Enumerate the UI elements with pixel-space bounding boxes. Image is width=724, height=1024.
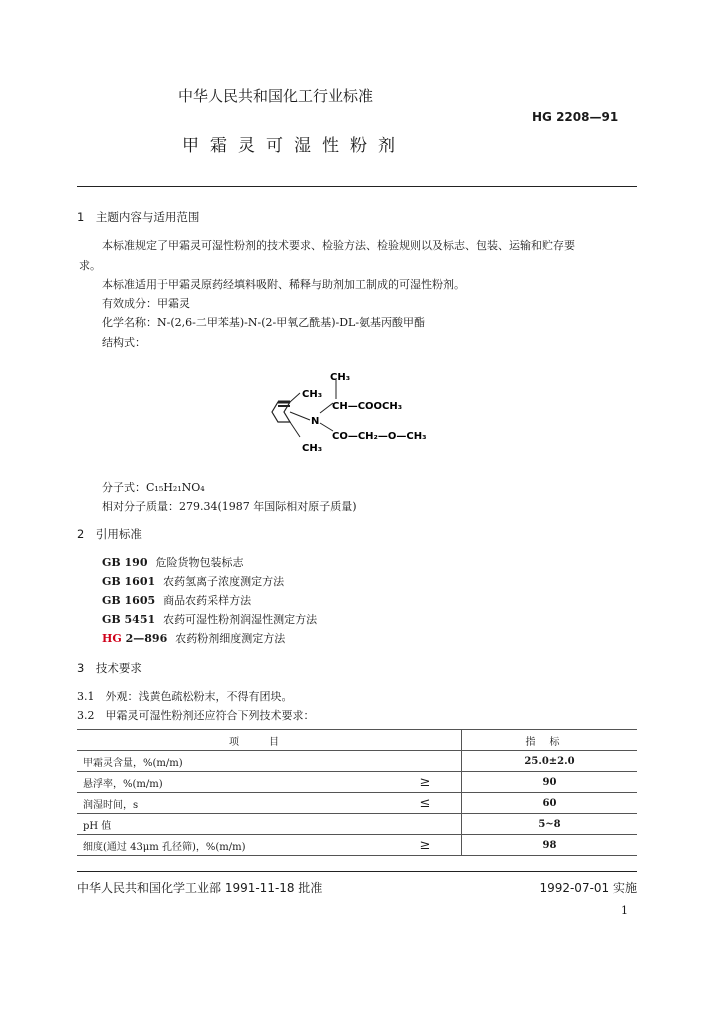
header-divider — [77, 186, 637, 187]
standard-code: HG 2208—91 — [532, 110, 619, 124]
structural-formula — [260, 365, 470, 460]
table-header-row — [77, 730, 637, 751]
chemical-name: 化学名称：N-(2,6-二甲苯基)-N-(2-甲氧乙酰基)-DL-氨基丙酸甲酯 — [102, 316, 426, 329]
reference-item: GB 190 危险货物包装标志 — [102, 556, 244, 569]
section1-paragraph1-line2: 求。 — [79, 259, 101, 272]
page-number: 1 — [621, 904, 628, 917]
table-row: 悬浮率，%(m/m) ≥ 90 — [77, 772, 637, 793]
active-ingredient: 有效成分：甲霜灵 — [102, 297, 190, 310]
technical-requirements-table — [77, 729, 637, 856]
section2-heading: 2 引用标准 — [77, 527, 142, 541]
struct-ch3-left-top: CH₃ — [302, 389, 323, 400]
standard-type: 中华人民共和国化工行业标准 — [178, 87, 374, 105]
struct-ch3-left-bottom: CH₃ — [302, 443, 323, 454]
section3-heading: 3 技术要求 — [77, 661, 142, 675]
table-row: 甲霜灵含量，%(m/m) 25.0±2.0 — [77, 751, 637, 772]
molecular-formula: 分子式：C₁₅H₂₁NO₄ — [102, 481, 205, 494]
table-row: 润湿时间，s ≤ 60 — [77, 793, 637, 814]
footer-divider — [77, 871, 637, 872]
section3-item1: 3.1 外观：浅黄色疏松粉末，不得有团块。 — [77, 690, 293, 703]
table-header-value: 指标 — [462, 730, 638, 751]
table-row: pH 值 5~8 — [77, 814, 637, 835]
molecular-mass: 相对分子质量：279.34(1987 年国际相对原子质量) — [102, 500, 357, 513]
table-row: 细度(通过 43μm 孔径筛)，%(m/m) ≥ 98 — [77, 835, 637, 856]
section1-paragraph1-line1: 本标准规定了甲霜灵可湿性粉剂的技术要求、检验方法、检验规则以及标志、包装、运输和贮存要 — [102, 239, 575, 252]
approval-line: 中华人民共和国化学工业部 1991-11-18 批准 — [77, 881, 323, 895]
struct-nitrogen: N — [311, 416, 320, 427]
struct-co-chain: CO—CH₂—O—CH₃ — [332, 431, 427, 442]
section1-heading: 1 主题内容与适用范围 — [77, 210, 200, 224]
reference-item-hg: HG 2—896 农药粉剂细度测定方法 — [102, 632, 286, 645]
structure-label: 结构式： — [102, 336, 146, 349]
section3-item2: 3.2 甲霜灵可湿性粉剂还应符合下列技术要求： — [77, 709, 315, 722]
page-title: 甲霜灵可湿性粉剂 — [182, 136, 406, 156]
implementation-date: 1992-07-01 实施 — [539, 881, 637, 895]
struct-ch3-top: CH₃ — [330, 372, 351, 383]
reference-item: GB 1601 农药氢离子浓度测定方法 — [102, 575, 285, 588]
table-header-item: 项目 — [77, 730, 462, 751]
section1-paragraph2: 本标准适用于甲霜灵原药经填料吸附、稀释与助剂加工制成的可湿性粉剂。 — [102, 278, 465, 291]
reference-item: GB 1605 商品农药采样方法 — [102, 594, 252, 607]
reference-item: GB 5451 农药可湿性粉剂润湿性测定方法 — [102, 613, 318, 626]
struct-ch-cooch3: CH—COOCH₃ — [332, 401, 403, 412]
